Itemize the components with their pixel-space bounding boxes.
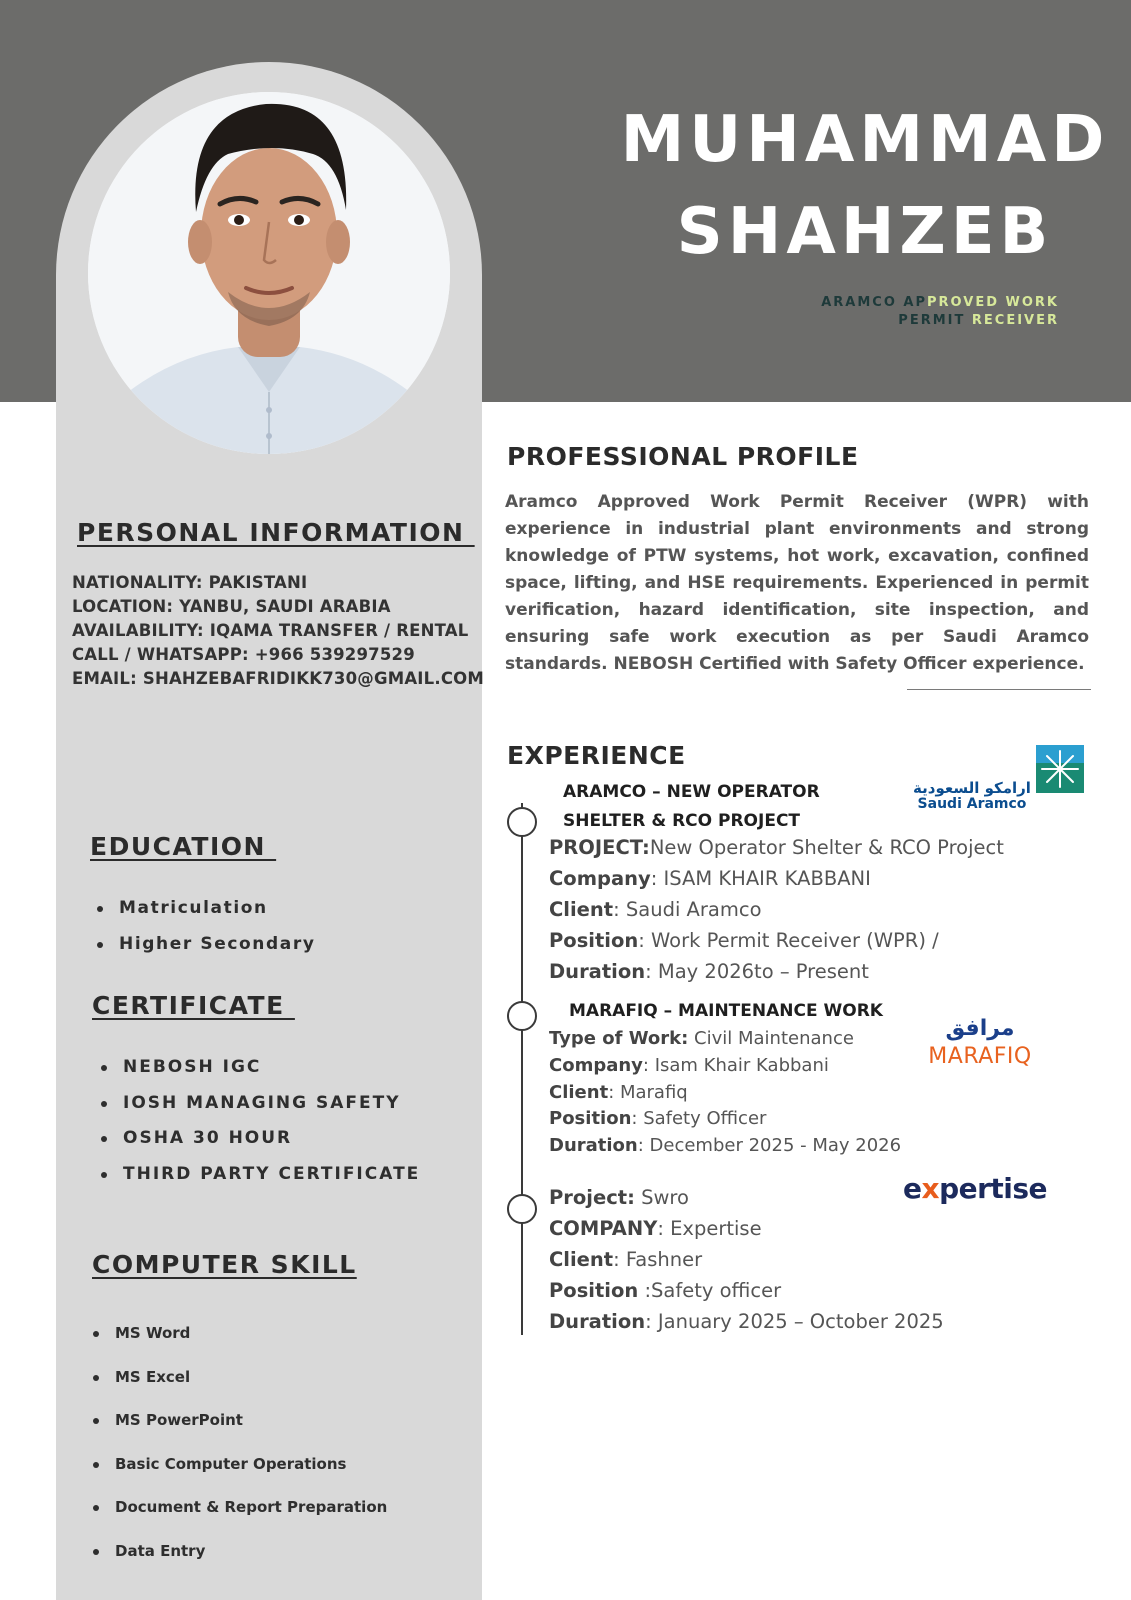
job-detail-client: [549, 1248, 702, 1271]
list-item: MS Excel: [89, 1368, 387, 1412]
job-detail-position: [549, 1108, 766, 1129]
name-last: SHAHZEB: [676, 195, 1054, 269]
list-item: MS PowerPoint: [89, 1411, 387, 1455]
marafiq-logo: [920, 1016, 1040, 1072]
job-detail-duration: [549, 1310, 944, 1333]
portrait-illustration: [88, 92, 450, 454]
expertise-wordmark-x: x: [921, 1172, 940, 1205]
detail-label: Client: [549, 1248, 614, 1271]
subtitle-part-highlight: PROVED WORK: [927, 295, 1059, 310]
detail-label: Client: [549, 1082, 609, 1103]
detail-value: : Saudi Aramco: [613, 898, 762, 921]
email-text: EMAIL: SHAHZEBAFRIDIKK730@GMAIL.COM: [72, 669, 484, 688]
marafiq-english-wordmark: MARAFIQ: [928, 1044, 1032, 1069]
job-detail-client: [549, 898, 762, 921]
name-first: MUHAMMAD: [620, 103, 1110, 177]
personal-info-heading: PERSONAL INFORMATION: [77, 518, 475, 547]
list-item: Higher Secondary: [93, 934, 316, 970]
detail-label: Type of Work:: [549, 1028, 689, 1049]
job-detail-company: [549, 867, 871, 890]
list-item: NEBOSH IGC: [97, 1057, 420, 1093]
detail-value: : Marafiq: [608, 1082, 688, 1103]
nationality-text: NATIONALITY: PAKISTANI: [72, 573, 308, 592]
expertise-wordmark-part: e: [903, 1172, 922, 1205]
detail-value: New Operator Shelter & RCO Project: [649, 836, 1004, 859]
experience-heading: EXPERIENCE: [507, 741, 686, 770]
expertise-wordmark-part: pertise: [939, 1172, 1048, 1205]
profile-photo: [88, 92, 450, 454]
computer-skill-list: [89, 1324, 387, 1586]
detail-label: COMPANY: [549, 1217, 658, 1240]
job-detail-position: [549, 1279, 781, 1302]
detail-label: Position: [549, 1279, 639, 1302]
aramco-arabic-wordmark: ارامكو السعودية: [913, 779, 1031, 797]
marafiq-arabic-wordmark: مرافق: [945, 1016, 1015, 1041]
section-divider: [907, 689, 1091, 690]
detail-value: : January 2025 – October 2025: [645, 1310, 944, 1333]
certificate-heading: CERTIFICATE: [92, 991, 295, 1020]
detail-label: Position: [549, 1108, 632, 1129]
profile-text: Aramco Approved Work Permit Receiver (WPR) with experience in industrial plant environments and strong knowledge of PTW systems, hot work, excavation, confined space, lifting, and HSE requirements. Experienced in permit verification, hazard identification, site inspection, and ensuring safe work execution as per Saudi Aramco standards. NEBOSH Certified with Safety Officer experience.: [505, 492, 1089, 674]
list-item: Document & Report Preparation: [89, 1498, 387, 1542]
certificate-list: [97, 1057, 420, 1199]
detail-label: Project:: [549, 1186, 635, 1209]
list-item: Matriculation: [93, 898, 316, 934]
detail-value: : Fashner: [613, 1248, 703, 1271]
detail-label: Company: [549, 1055, 643, 1076]
job-detail-project: [549, 1186, 689, 1209]
job-title-line: ARAMCO – NEW OPERATOR: [563, 782, 820, 802]
job-detail-project: [549, 836, 1004, 859]
location-text: LOCATION: YANBU, SAUDI ARABIA: [72, 597, 391, 616]
list-item: IOSH MANAGING SAFETY: [97, 1093, 420, 1129]
detail-label: PROJECT:: [549, 836, 650, 859]
detail-value: : May 2026to – Present: [645, 960, 869, 983]
job-detail-duration: [549, 1135, 901, 1156]
job-detail-type: [549, 1028, 854, 1049]
phone-text: CALL / WHATSAPP: +966 539297529: [72, 645, 415, 664]
list-item: THIRD PARTY CERTIFICATE: [97, 1164, 420, 1200]
detail-label: Duration: [549, 1135, 638, 1156]
education-list: [93, 898, 316, 970]
detail-label: Client: [549, 898, 614, 921]
job-subtitle-line1: [821, 294, 1059, 312]
job-detail-company: [549, 1217, 762, 1240]
availability-text: AVAILABILITY: IQAMA TRANSFER / RENTAL: [72, 621, 469, 640]
detail-label: Duration: [549, 1310, 646, 1333]
subtitle-part-highlight: RECEIVER: [965, 313, 1059, 328]
detail-value: :Safety officer: [638, 1279, 782, 1302]
job-detail-position: [549, 929, 939, 952]
expertise-logo: [903, 1172, 1047, 1205]
aramco-english-wordmark: Saudi Aramco: [917, 796, 1027, 812]
aramco-star-icon: [1036, 745, 1084, 793]
detail-value: : ISAM KHAIR KABBANI: [650, 867, 871, 890]
job-detail-company: [549, 1055, 829, 1076]
subtitle-part: ARAMCO AP: [821, 295, 928, 310]
timeline-dot: [507, 807, 537, 837]
computer-skill-heading: COMPUTER SKILL: [92, 1250, 357, 1279]
detail-value: : Work Permit Receiver (WPR) /: [638, 929, 939, 952]
job-subtitle-line2: [898, 312, 1059, 330]
detail-value: Civil Maintenance: [688, 1028, 854, 1049]
detail-label: Company: [549, 867, 651, 890]
personal-info-list: [72, 571, 484, 691]
detail-value: : December 2025 - May 2026: [637, 1135, 902, 1156]
list-item: OSHA 30 HOUR: [97, 1128, 420, 1164]
detail-value: Swro: [634, 1186, 689, 1209]
timeline-dot: [507, 1001, 537, 1031]
job-title-marafiq: MARAFIQ – MAINTENANCE WORK: [569, 1001, 883, 1021]
detail-value: : Isam Khair Kabbani: [642, 1055, 829, 1076]
timeline-line: [521, 803, 523, 1335]
saudi-aramco-logo: [912, 743, 1084, 815]
timeline-dot: [507, 1194, 537, 1224]
subtitle-part: PERMIT: [898, 313, 966, 328]
profile-heading: PROFESSIONAL PROFILE: [507, 442, 859, 471]
education-heading: EDUCATION: [90, 832, 277, 861]
list-item: Data Entry: [89, 1542, 387, 1586]
job-detail-client: [549, 1082, 688, 1103]
job-title-aramco: [563, 778, 820, 836]
detail-label: Position: [549, 929, 639, 952]
list-item: MS Word: [89, 1324, 387, 1368]
job-detail-duration: [549, 960, 869, 983]
detail-value: : Safety Officer: [631, 1108, 767, 1129]
detail-value: : Expertise: [657, 1217, 762, 1240]
list-item: Basic Computer Operations: [89, 1455, 387, 1499]
job-title-line: SHELTER & RCO PROJECT: [563, 811, 801, 831]
detail-label: Duration: [549, 960, 646, 983]
